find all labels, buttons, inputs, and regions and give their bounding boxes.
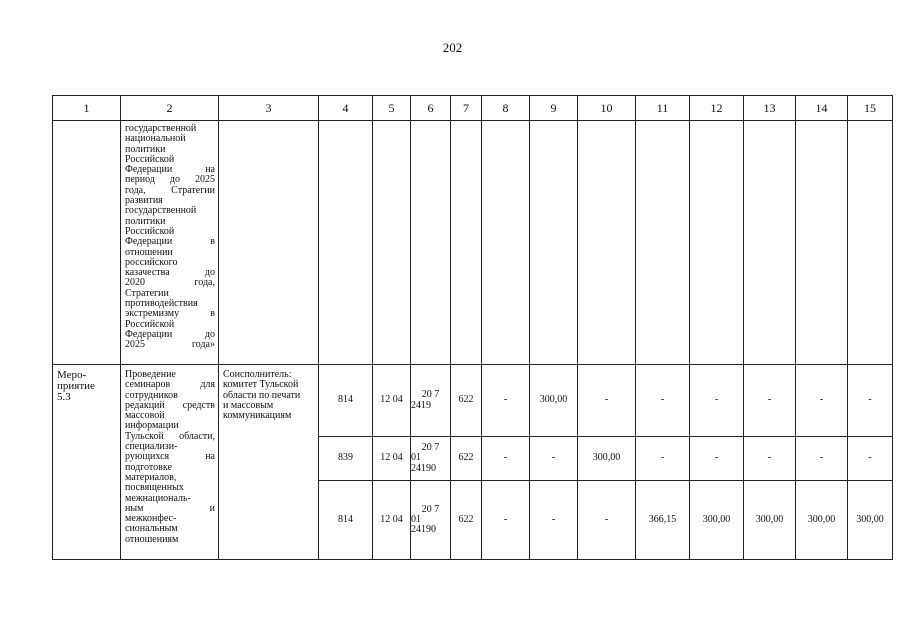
text-line: межнациональ- — [125, 492, 191, 504]
text-line: 20 7 — [421, 389, 440, 401]
cell-c4: 814 — [319, 481, 373, 560]
text-line: специализи- — [125, 441, 178, 453]
cell-c11: 366,15 — [636, 481, 690, 560]
text-line: 01 — [411, 513, 421, 525]
header-col-14: 14 — [796, 96, 848, 121]
cell-c15: - — [848, 365, 893, 437]
cell-empty — [848, 121, 893, 365]
cell-empty — [578, 121, 636, 365]
cell-empty — [482, 121, 530, 365]
cell-c12: 300,00 — [690, 481, 744, 560]
text-line: 01 — [411, 452, 421, 464]
text-line: период до 2025 — [125, 174, 215, 186]
cell-empty — [744, 121, 796, 365]
cell-c5: 12 04 — [373, 437, 411, 481]
text-line: приятие — [57, 380, 95, 392]
cell-c10: 300,00 — [578, 437, 636, 481]
cell-c9: 300,00 — [530, 365, 578, 437]
text-line: Федерации до — [125, 328, 215, 340]
text-line: межконфес- — [125, 513, 177, 525]
text-line: 20 7 — [421, 442, 440, 454]
text-line: года, Стратегии — [125, 184, 215, 196]
cell-c7: 622 — [451, 481, 482, 560]
text-line: 24190 — [411, 524, 436, 536]
text-line: рующихся на — [125, 451, 215, 463]
cell-c13: - — [744, 365, 796, 437]
cell-c12: - — [690, 365, 744, 437]
cell-empty — [219, 121, 319, 365]
text-line: российского — [125, 256, 178, 268]
text-line: национальной — [125, 133, 186, 145]
cell-c9: - — [530, 437, 578, 481]
text-line: и массовым — [223, 399, 274, 411]
header-col-10: 10 — [578, 96, 636, 121]
cell-c14: - — [796, 437, 848, 481]
cell-c13: - — [744, 437, 796, 481]
cell-empty — [796, 121, 848, 365]
text-line: посвященных — [125, 482, 184, 494]
cell-c12: - — [690, 437, 744, 481]
cell-empty — [451, 121, 482, 365]
text-line: массовой — [125, 410, 165, 422]
text-line: Российской — [125, 225, 175, 237]
text-line: 2419 — [411, 399, 431, 411]
text-line: отношении — [125, 246, 173, 258]
cell-empty — [636, 121, 690, 365]
cell-c9: - — [530, 481, 578, 560]
cell-empty — [530, 121, 578, 365]
text-line: ным и — [125, 502, 215, 514]
cell-c10: - — [578, 365, 636, 437]
text-line: противодействия — [125, 298, 198, 310]
text-line: редакций средств — [125, 399, 215, 411]
text-line: информации — [125, 420, 179, 432]
text-line: сотрудников — [125, 389, 178, 401]
table-row — [53, 365, 893, 437]
header-col-11: 11 — [636, 96, 690, 121]
text-line: семинаров для — [125, 379, 215, 391]
cell-c5: 12 04 — [373, 365, 411, 437]
text-line: государственной — [125, 205, 197, 217]
cell-c10: - — [578, 481, 636, 560]
header-col-9: 9 — [530, 96, 578, 121]
page-number: 202 — [442, 40, 463, 55]
header-col-8: 8 — [482, 96, 530, 121]
text-line: коммуникациям — [223, 410, 292, 422]
cell-empty — [319, 121, 373, 365]
cell-empty — [690, 121, 744, 365]
header-col-2: 2 — [121, 96, 219, 121]
cell-empty — [53, 121, 121, 365]
text-line: казачества до — [125, 267, 215, 279]
text-line: Меро- — [57, 369, 87, 381]
header-col-7: 7 — [451, 96, 482, 121]
text-line: политики — [125, 143, 166, 155]
cell-c15: - — [848, 437, 893, 481]
text-line: Соисполнитель: — [223, 369, 292, 380]
cell-c4: 839 — [319, 437, 373, 481]
text-line: 20 7 — [421, 503, 440, 515]
header-col-4: 4 — [319, 96, 373, 121]
cell-c6 — [411, 481, 451, 560]
text-line: политики — [125, 215, 166, 227]
cell-c13: 300,00 — [744, 481, 796, 560]
cell-empty — [411, 121, 451, 365]
header-col-13: 13 — [744, 96, 796, 121]
measure-label — [53, 365, 121, 560]
cell-c7: 622 — [451, 365, 482, 437]
cell-c4: 814 — [319, 365, 373, 437]
cell-c8: - — [482, 365, 530, 437]
cell-c8: - — [482, 437, 530, 481]
text-line: материалов, — [125, 471, 177, 483]
text-line: Федерации в — [125, 236, 215, 248]
text-line: Федерации на — [125, 164, 215, 176]
cell-c6 — [411, 437, 451, 481]
cell-c8: - — [482, 481, 530, 560]
text-line: сиональным — [125, 523, 178, 535]
text-line: Проведение — [125, 369, 176, 380]
continued-description — [121, 121, 219, 365]
text-line: государственной — [125, 123, 197, 134]
cell-c11: - — [636, 437, 690, 481]
text-line: комитет Тульской — [223, 379, 299, 391]
text-line: развития — [125, 195, 163, 207]
text-line: 5.3 — [57, 391, 71, 403]
text-line: подготовке — [125, 461, 172, 473]
header-col-12: 12 — [690, 96, 744, 121]
cell-c7: 622 — [451, 437, 482, 481]
text-line: экстремизму в — [125, 308, 215, 320]
measure-description — [121, 365, 219, 560]
header-col-6: 6 — [411, 96, 451, 121]
cell-c6 — [411, 365, 451, 437]
cell-c14: 300,00 — [796, 481, 848, 560]
text-line: отношениям — [125, 533, 179, 545]
text-line: 2020 года, — [125, 277, 215, 289]
text-line: 2025 года» — [125, 339, 215, 351]
text-line: 24190 — [411, 462, 436, 474]
cell-empty — [373, 121, 411, 365]
text-line: Стратегии — [125, 287, 169, 299]
budget-table — [52, 95, 893, 560]
header-col-5: 5 — [373, 96, 411, 121]
cell-c11: - — [636, 365, 690, 437]
text-line: Российской — [125, 318, 175, 330]
header-col-15: 15 — [848, 96, 893, 121]
header-row — [53, 96, 893, 121]
cell-c15: 300,00 — [848, 481, 893, 560]
text-line: Тульской области, — [125, 430, 215, 442]
header-col-1: 1 — [53, 96, 121, 121]
cell-c14: - — [796, 365, 848, 437]
measure-executor — [219, 365, 319, 560]
text-line: Российской — [125, 153, 175, 165]
cell-c5: 12 04 — [373, 481, 411, 560]
continuation-row — [53, 121, 893, 365]
header-col-3: 3 — [219, 96, 319, 121]
text-line: области по печати — [223, 389, 301, 401]
